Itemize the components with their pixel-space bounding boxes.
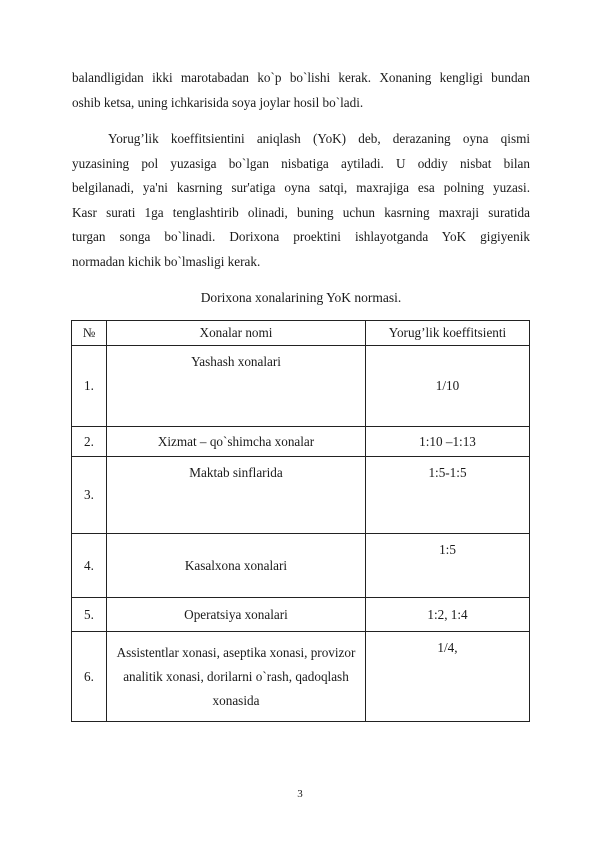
room-name: Operatsiya xonalari — [107, 598, 366, 632]
text-line: Kasr surati 1ga tenglashtirib olinadi, buning uchun kasrning maxraji suratida — [72, 204, 530, 220]
header-coefficient: Yorug’lik koeffitsienti — [366, 321, 530, 346]
text-line: normadan kichik bo`lmasligi kerak. — [72, 253, 261, 269]
row-number: 3. — [72, 457, 107, 534]
table-row — [72, 598, 530, 632]
coefficient-value: 1:2, 1:4 — [366, 598, 530, 632]
room-name: Yashash xonalari — [107, 346, 366, 427]
text-line: balandligidan ikki marotabadan ko`p bo`lishi kerak. Xonaning kengligi bundan — [72, 70, 530, 85]
row-number: 6. — [72, 632, 107, 722]
room-name: Kasalxona xonalari — [107, 534, 366, 598]
page-number: 3 — [297, 788, 303, 800]
room-name — [107, 632, 366, 722]
table-caption: Dorixona xonalarining YoK normasi. — [200, 290, 402, 305]
room-name-line: Assistentlar xonasi, aseptika xonasi, provizor — [116, 644, 356, 660]
paragraph-1 — [72, 66, 530, 115]
text-line: yuzasining pol yuzasiga bo`lgan nisbatiga aytiladi. U oddiy nisbat bilan — [72, 155, 530, 171]
room-name: Maktab sinflarida — [107, 457, 366, 534]
table-row — [72, 427, 530, 457]
room-name-line: analitik xonasi, dorilarni o`rash, qadoqlash — [123, 668, 349, 684]
row-number: 2. — [72, 427, 107, 457]
norms-table — [71, 320, 530, 722]
table-row — [72, 457, 530, 534]
coefficient-value: 1/4, — [366, 632, 530, 722]
row-number: 5. — [72, 598, 107, 632]
coefficient-value: 1/10 — [366, 346, 530, 427]
row-number: 4. — [72, 534, 107, 598]
room-name-line: xonasida — [212, 692, 260, 708]
text-line: Yorug’lik koeffitsientini aniqlash (YoK) deb, derazaning oyna qismi — [108, 131, 530, 146]
row-number: 1. — [72, 346, 107, 427]
header-number: № — [72, 321, 107, 346]
coefficient-value: 1:5-1:5 — [366, 457, 530, 534]
coefficient-value: 1:5 — [366, 534, 530, 598]
table-row — [72, 632, 530, 722]
header-room-name: Xonalar nomi — [107, 321, 366, 346]
table-header-row — [72, 321, 530, 346]
paragraph-2 — [72, 127, 530, 274]
room-name: Xizmat – qo`shimcha xonalar — [107, 427, 366, 457]
text-line: oshib ketsa, uning ichkarisida soya joylar hosil bo`ladi. — [72, 94, 364, 110]
text-line: belgilanadi, ya'ni kasrning sur'atiga oyna satqi, maxrajiga esa polning yuzasi. — [72, 180, 530, 195]
coefficient-value: 1:10 –1:13 — [366, 427, 530, 457]
text-line: turgan songa bo`linadi. Dorixona proektini ishlayotganda YoK gigiyenik — [72, 229, 530, 244]
table-row — [72, 534, 530, 598]
table-row — [72, 346, 530, 427]
